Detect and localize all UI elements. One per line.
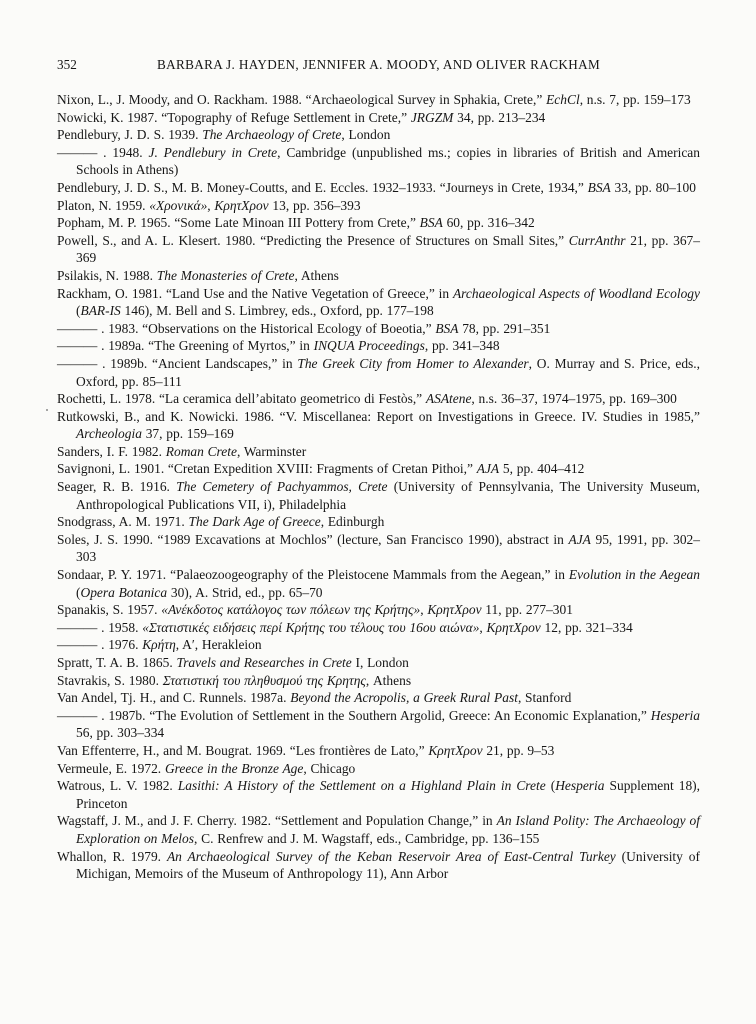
reference-italic-text: ΚρητΧρον [428,742,483,758]
reference-plain-text: , [479,619,487,635]
reference-entry [57,619,700,637]
reference-plain-text: Watrous, L. V. 1982. [57,778,178,794]
reference-italic-text: BAR-IS [80,303,121,319]
reference-entry [57,654,700,672]
reference-plain-text: 33, pp. 80–100 [610,179,696,195]
references-list [57,91,700,883]
reference-plain-text: ( [76,303,81,319]
reference-italic-text: J. Pendlebury in Crete [148,144,278,160]
reference-plain-text: Vermeule, E. 1972. [57,760,165,776]
reference-plain-text: , C. Renfrew and J. M. Wagstaff, eds., Cambridge, pp. 136–155 [194,830,540,846]
reference-plain-text: ——— . 1948. [57,144,149,160]
reference-entry [57,285,700,320]
reference-plain-text: 21, pp. 9–53 [482,742,555,758]
reference-plain-text: 37, pp. 159–169 [141,426,234,442]
reference-italic-text: AJA [568,531,591,547]
reference-plain-text: , n.s. 36–37, 1974–1975, pp. 169–300 [471,391,677,407]
reference-plain-text: ——— . 1976. [57,637,143,653]
reference-plain-text: Spanakis, S. 1957. [57,602,162,618]
reference-entry [57,126,700,144]
reference-entry [57,267,700,285]
reference-plain-text: Platon, N. 1959. [57,197,150,213]
reference-plain-text: ——— . 1989b. “Ancient Landscapes,” in [57,355,298,371]
reference-entry [57,513,700,531]
reference-entry [57,566,700,601]
reference-plain-text: , Α′, Herakleion [175,637,262,653]
page-number: 352 [57,57,77,72]
reference-plain-text: (University of Pennsylvania, The University Museum, Anthropological Publications VII, i), Philadelphia [76,479,700,512]
reference-plain-text: , O. Murray and S. Price, eds., Oxford, pp. 85–111 [76,355,700,389]
reference-italic-text: An Island Polity: The Archaeology of Exploration on Melos [76,813,700,846]
reference-italic-text: Κρήτη [142,637,176,653]
reference-italic-text: EchCl [546,92,580,107]
reference-entry [57,707,700,742]
reference-plain-text: ——— . 1958. [57,619,143,635]
reference-plain-text: , [420,602,428,618]
reference-entry [57,320,700,338]
reference-italic-text: The Dark Age of Greece [188,514,321,530]
reference-plain-text: , [207,197,215,213]
reference-plain-text: Van Effenterre, H., and M. Bougrat. 1969. “Les frontières de Lato,” [57,742,429,758]
reference-plain-text: Sanders, I. F. 1982. [57,443,166,459]
reference-italic-text: «Στατιστικές ειδήσεις περί Κρήτης του τέλους του 16ου αιώνα» [142,619,480,635]
reference-plain-text: (University of Michigan, Memoirs of the Museum of Anthropology 11), Ann Arbor [76,848,701,882]
reference-plain-text: I, London [351,655,409,670]
reference-entry [57,689,700,707]
reference-plain-text: 56, pp. 303–334 [76,725,165,741]
reference-entry [57,197,700,215]
reference-italic-text: The Greek City from Homer to Alexander [297,355,529,371]
reference-entry [57,636,700,654]
reference-plain-text: Savignoni, L. 1901. “Cretan Expedition XVIII: Fragments of Cretan Pithoi,” [57,461,477,477]
reference-italic-text: ΚρητΧρον [486,619,541,635]
reference-italic-text: Hesperia [650,707,700,723]
reference-italic-text: «Χρονικά» [149,197,208,213]
reference-plain-text: 21, pp. 367–369 [76,232,700,266]
reference-plain-text: 13, pp. 356–393 [268,197,361,213]
reference-plain-text: Wagstaff, J. M., and J. F. Cherry. 1982. “Settlement and Population Change,” in [57,813,497,829]
reference-entry [57,214,700,232]
reference-plain-text: Snodgrass, A. M. 1971. [57,514,189,530]
reference-plain-text: ( [76,584,81,600]
reference-plain-text: Rutkowski, B., and K. Nowicki. 1986. “V. Miscellanea: Report on Investigations in Greece. IV. Studies in 1985,” [57,408,700,424]
reference-plain-text: ——— . 1983. “Observations on the Historical Ecology of Boeotia,” [57,320,436,336]
reference-italic-text: Lasithi: A History of the Settlement on a Highland Plain in Crete [177,778,546,794]
reference-plain-text: 146), M. Bell and S. Limbrey, eds., Oxford, pp. 177–198 [120,303,434,319]
reference-italic-text: BSA [435,320,459,336]
reference-plain-text: 12, pp. 321–334 [540,619,633,635]
reference-plain-text: , pp. 341–348 [424,338,500,354]
reference-plain-text: Pendlebury, J. D. S., M. B. Money-Coutts, and E. Eccles. 1932–1933. “Journeys in Crete, 1934,” [57,179,588,195]
reference-plain-text: Soles, J. S. 1990. “1989 Excavations at Mochlos” (lecture, San Francisco 1990), abstract in [57,531,569,547]
reference-entry [57,179,700,197]
reference-italic-text: CurrAnthr [568,232,626,248]
reference-italic-text: INQUA Proceedings [313,338,425,354]
reference-plain-text: 30), A. Strid, ed., pp. 65–70 [167,584,323,600]
reference-entry [57,337,700,355]
reference-italic-text: Στατιστική του πληθυσμού της Κρητης [162,672,366,688]
reference-plain-text: , Chicago [303,760,356,776]
reference-entry [57,812,700,847]
reference-plain-text: Psilakis, N. 1988. [57,267,157,283]
reference-plain-text: Rackham, O. 1981. “Land Use and the Native Vegetation of Greece,” in [57,285,453,301]
reference-italic-text: Roman Crete [165,443,237,459]
reference-italic-text: The Archaeology of Crete [202,127,342,143]
reference-italic-text: ASAtene [425,391,472,407]
reference-plain-text: 78, pp. 291–351 [458,320,551,336]
reference-plain-text: 5, pp. 404–412 [499,461,585,477]
reference-entry [57,144,700,179]
reference-plain-text: 60, pp. 316–342 [442,215,535,231]
reference-entry [57,460,700,478]
reference-plain-text: , Warminster [236,443,307,459]
reference-entry [57,443,700,461]
reference-plain-text: 34, pp. 213–234 [453,109,546,125]
reference-plain-text: Popham, M. P. 1965. “Some Late Minoan III Pottery from Crete,” [57,215,420,231]
scan-artifact-dot [46,409,48,411]
reference-italic-text: ΚρητΧρον [427,602,482,618]
reference-italic-text: «Ανέκδοτος κατάλογος των πόλεων της Κρήτης» [161,602,421,618]
reference-plain-text: , n.s. 7, pp. 159–173 [579,92,691,107]
reference-plain-text: Seager, R. B. 1916. [57,479,177,495]
reference-entry [57,531,700,566]
reference-italic-text: Greece in the Bronze Age [164,760,304,776]
running-head: BARBARA J. HAYDEN, JENNIFER A. MOODY, AND OLIVER RACKHAM [156,57,601,72]
reference-entry [57,232,700,267]
reference-entry [57,478,700,513]
reference-entry [57,355,700,390]
reference-italic-text: Opera Botanica [80,584,168,600]
reference-italic-text: BSA [587,179,611,195]
reference-italic-text: Evolution in the Aegean [568,567,700,583]
reference-plain-text: 11, pp. 277–301 [481,602,573,618]
reference-entry [57,601,700,619]
reference-italic-text: ΚρητΧρον [214,197,269,213]
reference-italic-text: Travels and Researches in Crete [176,655,352,670]
reference-plain-text: , Edinburgh [320,514,385,530]
reference-entry [57,760,700,778]
reference-entry [57,91,700,109]
reference-plain-text: Van Andel, Tj. H., and C. Runnels. 1987a. [57,690,291,706]
reference-italic-text: Archaeological Aspects of Woodland Ecology [452,285,700,301]
reference-plain-text: ——— . 1987b. “The Evolution of Settlement in the Southern Argolid, Greece: An Economic Explanation,” [57,707,651,723]
reference-plain-text: Nixon, L., J. Moody, and O. Rackham. 1988. “Archaeological Survey in Sphakia, Crete,” [57,92,547,107]
reference-plain-text: ( [545,778,556,794]
reference-plain-text: Rochetti, L. 1978. “La ceramica dell’abitato geometrico di Festòs,” [57,391,426,407]
reference-plain-text: Pendlebury, J. D. S. 1939. [57,127,203,143]
reference-plain-text: Powell, S., and A. L. Klesert. 1980. “Predicting the Presence of Structures on Small Sites,” [57,232,569,248]
reference-entry [57,777,700,812]
reference-plain-text: 95, 1991, pp. 302–303 [76,531,700,565]
reference-italic-text: Archeologia [76,426,142,442]
reference-italic-text: An Archaeological Survey of the Keban Reservoir Area of East-Central Turkey [166,848,616,864]
reference-italic-text: BSA [419,215,443,231]
reference-entry [57,848,700,883]
reference-entry [57,742,700,760]
reference-entry [57,408,700,443]
reference-italic-text: JRGZM [410,109,454,125]
reference-entry [57,390,700,408]
reference-entry [57,672,700,690]
reference-plain-text: , Athens [294,267,339,283]
reference-plain-text: , London [341,127,391,143]
reference-plain-text: Stavrakis, S. 1980. [57,672,163,688]
reference-entry [57,109,700,127]
page-header [57,57,700,75]
reference-plain-text: Spratt, T. A. B. 1865. [57,655,177,670]
reference-italic-text: Hesperia [555,778,605,794]
reference-plain-text: Sondaar, P. Y. 1971. “Palaeozoogeography of the Pleistocene Mammals from the Aegean,” in [57,567,569,583]
reference-plain-text: , Athens [365,672,412,688]
reference-plain-text: Whallon, R. 1979. [57,848,167,864]
reference-italic-text: The Cemetery of Pachyammos, Crete [176,479,388,495]
reference-plain-text: Nowicki, K. 1987. “Topography of Refuge Settlement in Crete,” [57,109,411,125]
reference-plain-text: ——— . 1989a. “The Greening of Myrtos,” in [57,338,314,354]
reference-italic-text: AJA [476,461,500,477]
reference-plain-text: , Stanford [517,690,572,706]
reference-plain-text: Supplement 18), Princeton [76,778,700,811]
reference-plain-text: , Cambridge (unpublished ms.; copies in libraries of British and American Schools in Athens) [76,144,700,178]
reference-italic-text: Beyond the Acropolis, a Greek Rural Past [290,690,518,706]
reference-italic-text: The Monasteries of Crete [156,267,295,283]
